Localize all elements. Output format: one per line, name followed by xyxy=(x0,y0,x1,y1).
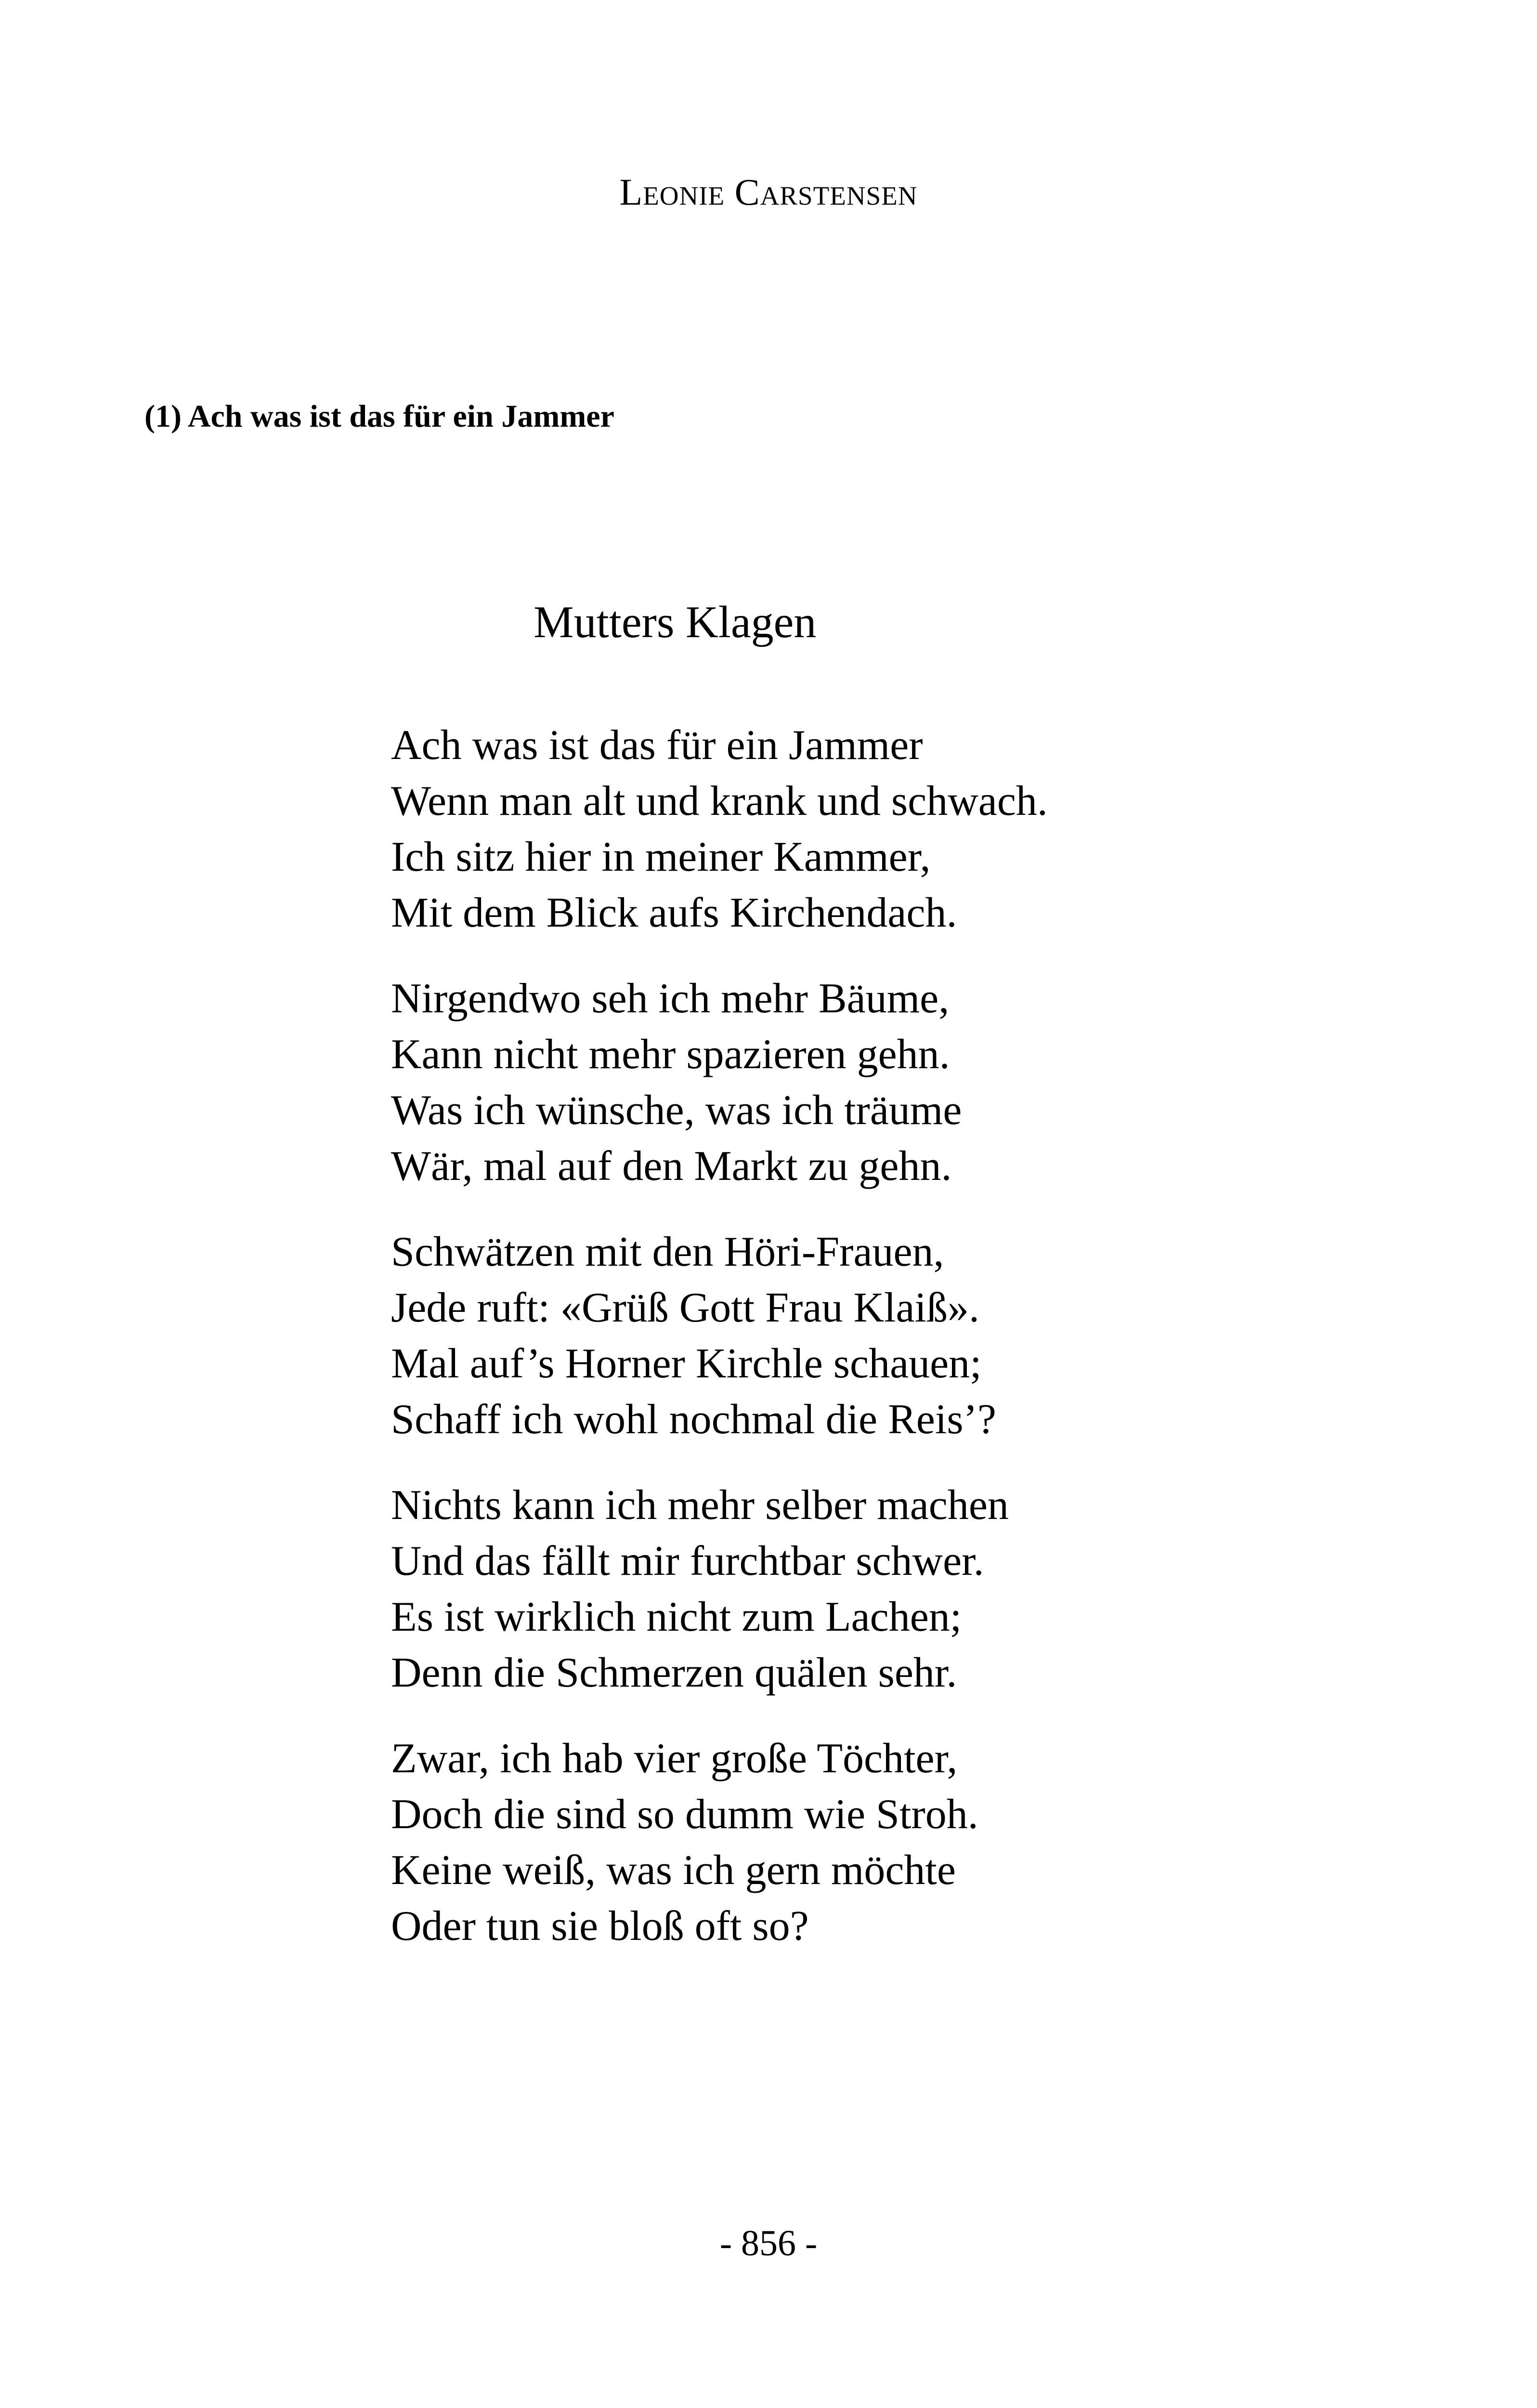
poem-line: Was ich wünsche, was ich träume xyxy=(391,1087,962,1134)
stanza-1 xyxy=(391,718,1450,941)
page-number: - 856 - xyxy=(719,2223,818,2264)
poem-line: Wär, mal auf den Markt zu gehn. xyxy=(391,1143,952,1190)
poem-line: Oder tun sie bloß oft so? xyxy=(391,1903,809,1950)
poem-line: Zwar, ich hab vier große Töchter, xyxy=(391,1735,958,1782)
poem-line: Nirgendwo seh ich mehr Bäume, xyxy=(391,975,950,1022)
poem-line: Schwätzen mit den Höri-Frauen, xyxy=(391,1229,944,1275)
poem-line: Kann nicht mehr spazieren gehn. xyxy=(391,1031,950,1078)
poem-line: Doch die sind so dumm wie Stroh. xyxy=(391,1791,978,1838)
stanza-4 xyxy=(391,1478,1450,1701)
poem-line: Mit dem Blick aufs Kirchendach. xyxy=(391,890,957,936)
poem-body xyxy=(391,718,1450,1984)
poem-line: Schaff ich wohl nochmal die Reis’? xyxy=(391,1396,996,1443)
poem-line: Denn die Schmerzen quälen sehr. xyxy=(391,1649,957,1696)
running-head: Leonie Carstensen xyxy=(619,171,918,213)
poem-line: Mal auf’s Horner Kirchle schauen; xyxy=(391,1340,982,1387)
poem-title: Mutters Klagen xyxy=(534,597,817,647)
poem-line: Und das fällt mir furchtbar schwer. xyxy=(391,1538,984,1584)
poem-line: Ich sitz hier in meiner Kammer, xyxy=(391,834,931,880)
section-heading: (1) Ach was ist das für ein Jammer xyxy=(144,399,614,434)
poem-line: Keine weiß, was ich gern möchte xyxy=(391,1847,956,1894)
poem-line: Es ist wirklich nicht zum Lachen; xyxy=(391,1594,962,1640)
stanza-3 xyxy=(391,1224,1450,1448)
stanza-2 xyxy=(391,971,1450,1194)
poem-line: Jede ruft: «Grüß Gott Frau Klaiß». xyxy=(391,1284,979,1331)
poem-line: Wenn man alt und krank und schwach. xyxy=(391,778,1048,824)
stanza-5 xyxy=(391,1731,1450,1954)
poem-line: Ach was ist das für ein Jammer xyxy=(391,722,923,769)
poem-line: Nichts kann ich mehr selber machen xyxy=(391,1482,1009,1529)
